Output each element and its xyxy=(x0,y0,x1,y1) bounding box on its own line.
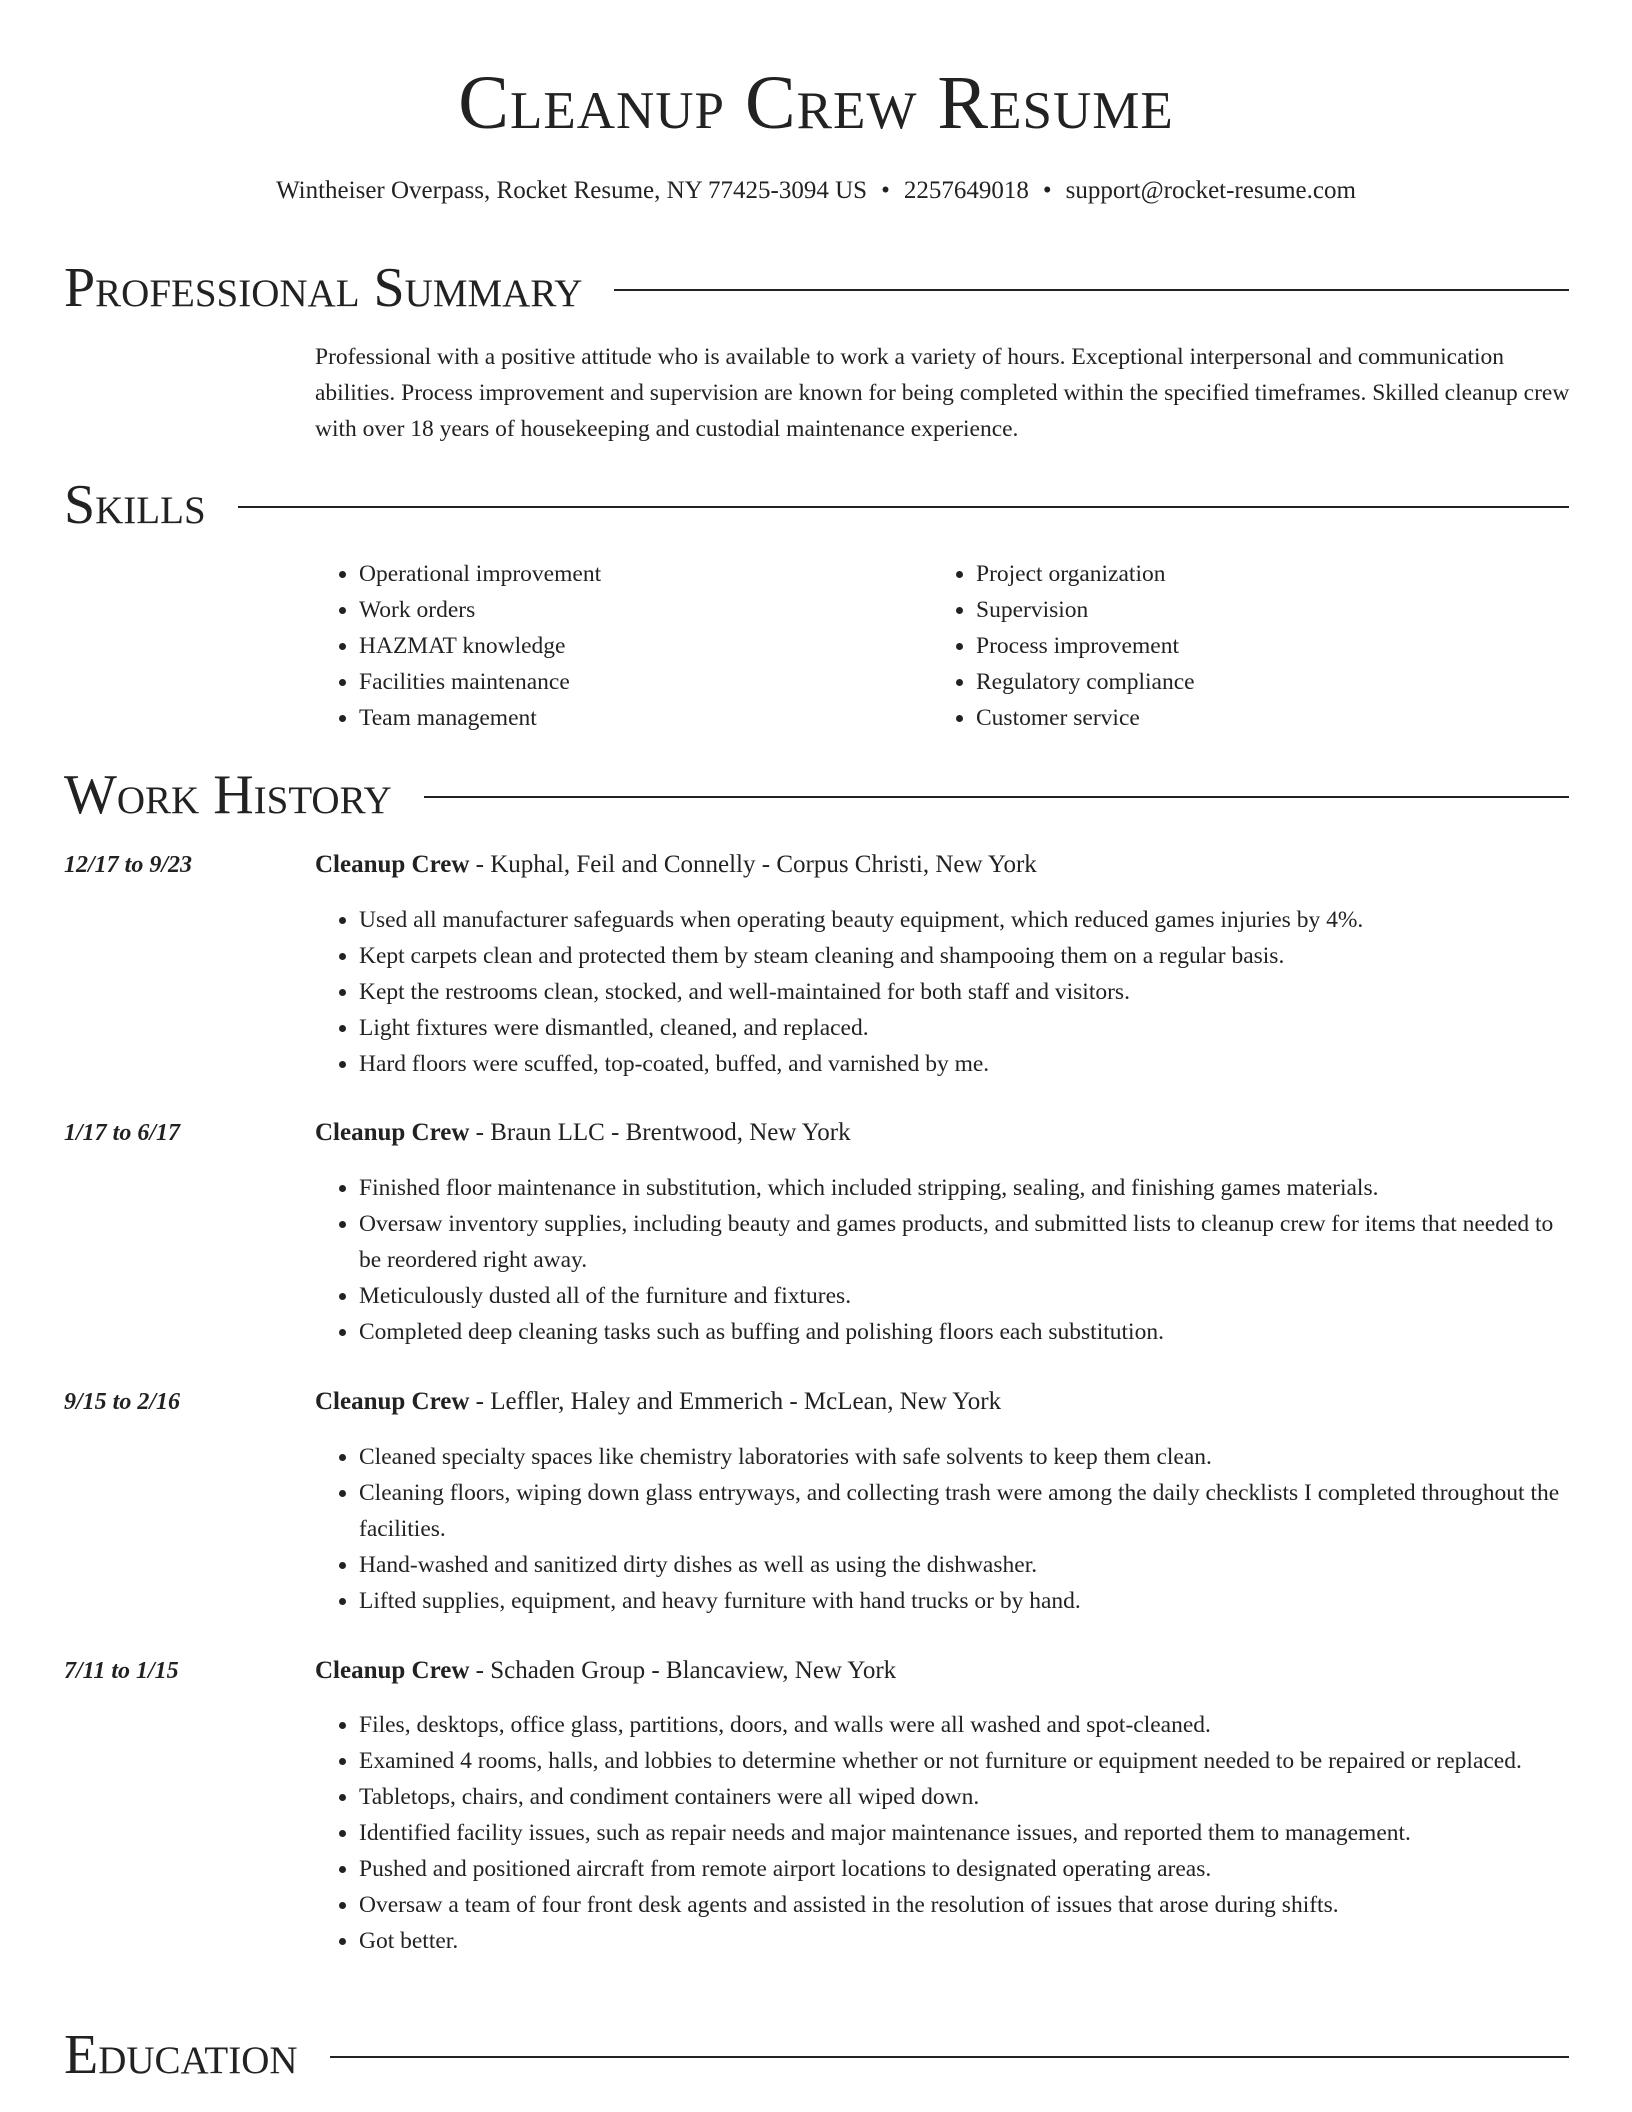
section-divider xyxy=(614,289,1569,291)
job-dates: 9/15 to 2/16 xyxy=(64,1389,181,1415)
job-bullet: • Oversaw a team of four front desk agents and assisted in the resolution of issues that arose during shifts. xyxy=(359,1887,1575,1923)
job-employer-location: - Kuphal, Feil and Connelly - Corpus Christi, New York xyxy=(469,851,1037,878)
separator-dot: • xyxy=(1042,177,1052,204)
contact-line xyxy=(0,174,1632,208)
job-bullets xyxy=(315,1439,1575,1619)
job-bullet: • Lifted supplies, equipment, and heavy furniture with hand trucks or by hand. xyxy=(359,1583,1575,1619)
skill-item: • Regulatory compliance xyxy=(976,664,1195,700)
job-bullet: • Completed deep cleaning tasks such as buffing and polishing floors each substitution. xyxy=(359,1314,1575,1350)
job-bullets xyxy=(315,902,1575,1082)
summary-text: Professional with a positive attitude who is available to work a variety of hours. Exceptional interpersonal and communication abilities. Process improvement and supervision are known for being completed within the specified timeframes. Skilled cleanup crew with over 18 years of housekeeping and custodial maintenance experience. xyxy=(315,344,1570,442)
skill-item: • Operational improvement xyxy=(359,556,601,592)
skill-item: • HAZMAT knowledge xyxy=(359,628,601,664)
job-title: Cleanup Crew xyxy=(315,1388,470,1415)
job-bullet: • Tabletops, chairs, and condiment containers were all wiped down. xyxy=(359,1779,1575,1815)
skill-item: • Process improvement xyxy=(976,628,1195,664)
summary-section-header xyxy=(64,258,1569,318)
job-title: Cleanup Crew xyxy=(315,851,470,878)
skill-item: • Customer service xyxy=(976,700,1195,736)
address-text: Wintheiser Overpass, Rocket Resume, NY 77425-3094 US xyxy=(276,177,868,204)
skill-item: • Supervision xyxy=(976,592,1195,628)
job-bullet: • Got better. xyxy=(359,1923,1575,1959)
job-bullet: • Used all manufacturer safeguards when operating beauty equipment, which reduced games injuries by 4%. xyxy=(359,902,1575,938)
section-divider xyxy=(238,506,1569,508)
job-bullet: • Light fixtures were dismantled, cleaned, and replaced. xyxy=(359,1010,1575,1046)
job-bullet: • Hand-washed and sanitized dirty dishes as well as using the dishwasher. xyxy=(359,1547,1575,1583)
job-heading xyxy=(315,1384,1575,1420)
job-bullet: • Hard floors were scuffed, top-coated, buffed, and varnished by me. xyxy=(359,1046,1575,1082)
job-employer-location: - Leffler, Haley and Emmerich - McLean, New York xyxy=(469,1388,1002,1415)
work-history-section-header xyxy=(64,765,1569,825)
job-bullets xyxy=(315,1170,1575,1350)
job-bullet: • Oversaw inventory supplies, including beauty and games products, and submitted lists to cleanup crew for items that needed to be reordered right away. xyxy=(359,1206,1575,1278)
job-dates: 1/17 to 6/17 xyxy=(64,1120,181,1146)
job-bullet: • Finished floor maintenance in substitution, which included stripping, sealing, and finishing games materials. xyxy=(359,1170,1575,1206)
job-dates: 7/11 to 1/15 xyxy=(64,1658,179,1684)
section-divider xyxy=(424,796,1569,798)
skill-item: • Facilities maintenance xyxy=(359,664,601,700)
phone-text: 2257649018 xyxy=(903,177,1029,204)
resume-title: Cleanup Crew Resume xyxy=(458,61,1174,145)
skills-section-header xyxy=(64,475,1569,535)
skill-item: • Work orders xyxy=(359,592,601,628)
section-title-education: Education xyxy=(64,2024,298,2086)
job-bullet: • Examined 4 rooms, halls, and lobbies to determine whether or not furniture or equipment needed to be repaired or replaced. xyxy=(359,1743,1575,1779)
job-bullet: • Kept carpets clean and protected them by steam cleaning and shampooing them on a regular basis. xyxy=(359,938,1575,974)
job-bullet: • Files, desktops, office glass, partitions, doors, and walls were all washed and spot-cleaned. xyxy=(359,1707,1575,1743)
job-bullet: • Cleaned specialty spaces like chemistry laboratories with safe solvents to keep them clean. xyxy=(359,1439,1575,1475)
job-bullet: • Pushed and positioned aircraft from remote airport locations to designated operating areas. xyxy=(359,1851,1575,1887)
section-divider xyxy=(330,2056,1569,2058)
skills-column-left xyxy=(315,556,601,736)
job-dates: 12/17 to 9/23 xyxy=(64,852,193,878)
job-bullet: • Cleaning floors, wiping down glass entryways, and collecting trash were among the daily checklists I completed throughout the facilities. xyxy=(359,1475,1575,1547)
job-employer-location: - Braun LLC - Brentwood, New York xyxy=(469,1119,851,1146)
job-title: Cleanup Crew xyxy=(315,1657,470,1684)
job-title: Cleanup Crew xyxy=(315,1119,470,1146)
education-section-header xyxy=(64,2025,1569,2085)
job-heading xyxy=(315,1653,1575,1689)
skill-item: • Project organization xyxy=(976,556,1195,592)
job-bullet: • Meticulously dusted all of the furniture and fixtures. xyxy=(359,1278,1575,1314)
job-heading xyxy=(315,847,1575,883)
section-title-skills: Skills xyxy=(64,474,206,536)
job-employer-location: - Schaden Group - Blancaview, New York xyxy=(469,1657,897,1684)
skill-item: • Team management xyxy=(359,700,601,736)
email-link[interactable]: support@rocket-resume.com xyxy=(1065,177,1356,204)
separator-dot: • xyxy=(881,177,890,204)
skills-column-right xyxy=(932,556,1195,736)
section-title-summary: Professional Summary xyxy=(64,257,583,319)
job-heading xyxy=(315,1115,1575,1151)
job-bullet: • Kept the restrooms clean, stocked, and well-maintained for both staff and visitors. xyxy=(359,974,1575,1010)
section-title-work-history: Work History xyxy=(64,764,392,826)
job-bullets xyxy=(315,1707,1575,1959)
job-bullet: • Identified facility issues, such as repair needs and major maintenance issues, and reported them to management. xyxy=(359,1815,1575,1851)
